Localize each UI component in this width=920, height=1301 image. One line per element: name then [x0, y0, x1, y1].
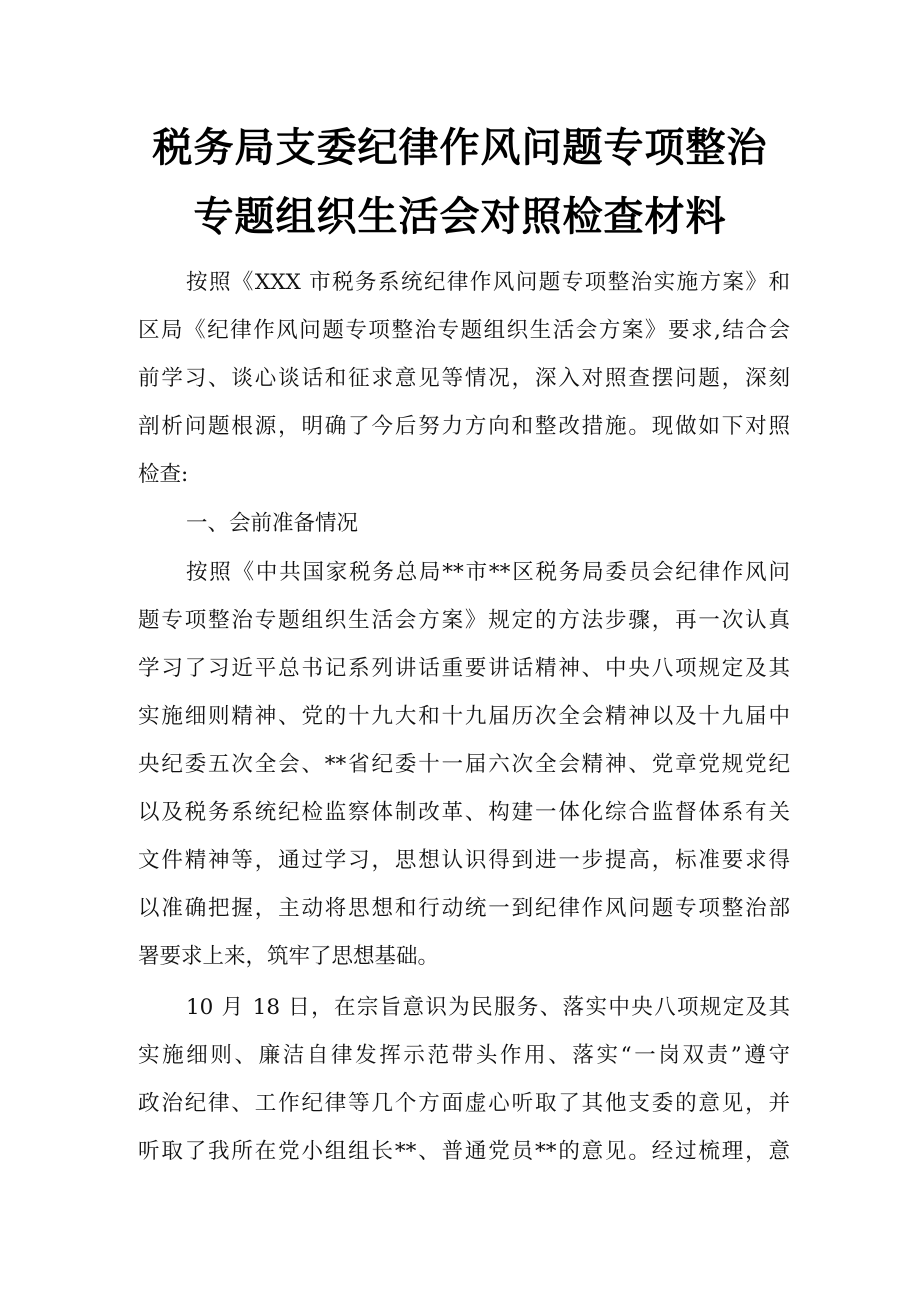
paragraph-1-line-4: 剖析问题根源，明确了今后努力方向和整改措施。现做如下对照 [138, 414, 790, 439]
document-title-line-1: 税务局支委纪律作风问题专项整治 [152, 125, 768, 171]
paragraph-3-line-4: 听取了我所在党小组组长**、普通党员**的意见。经过梳理，意 [138, 1139, 790, 1164]
section-heading: 一、会前准备情况 [186, 511, 359, 536]
paragraph-3-line-1: 10 月 18 日，在宗旨意识为民服务、落实中央八项规定及其 [186, 995, 790, 1020]
paragraph-1-line-5: 检查: [138, 462, 189, 487]
paragraph-2-line-8: 以准确把握，主动将思想和行动统一到纪律作风问题专项整治部 [138, 896, 790, 921]
paragraph-3-line-2: 实施细则、廉洁自律发挥示范带头作用、落实“一岗双责”遵守 [138, 1043, 790, 1068]
paragraph-1-line-3: 前学习、谈心谈话和征求意见等情况，深入对照查摆问题，深刻 [138, 366, 790, 391]
paragraph-2-line-3: 学习了习近平总书记系列讲话重要讲话精神、中央八项规定及其 [138, 656, 790, 681]
document-title-line-2: 专题组织生活会对照检查材料 [193, 194, 727, 240]
paragraph-2-line-2: 题专项整治专题组织生活会方案》规定的方法步骤，再一次认真 [138, 608, 790, 633]
paragraph-1-line-1: 按照《XXX 市税务系统纪律作风问题专项整治实施方案》和 [186, 270, 790, 295]
paragraph-2-line-5: 央纪委五次全会、**省纪委十一届六次全会精神、党章党规党纪 [138, 752, 790, 777]
paragraph-2-line-9: 署要求上来，筑牢了思想基础。 [138, 944, 440, 969]
paragraph-1-line-2: 区局《纪律作风问题专项整治专题组织生活会方案》要求,结合会 [138, 318, 790, 343]
paragraph-2-line-6: 以及税务系统纪检监察体制改革、构建一体化综合监督体系有关 [138, 800, 790, 825]
paragraph-3-line-3: 政治纪律、工作纪律等几个方面虚心听取了其他支委的意见，并 [138, 1091, 790, 1116]
paragraph-2-line-1: 按照《中共国家税务总局**市**区税务局委员会纪律作风问 [186, 560, 790, 585]
paragraph-2-line-7: 文件精神等，通过学习，思想认识得到进一步提高，标准要求得 [138, 848, 790, 873]
paragraph-2-line-4: 实施细则精神、党的十九大和十九届历次全会精神以及十九届中 [138, 704, 790, 729]
